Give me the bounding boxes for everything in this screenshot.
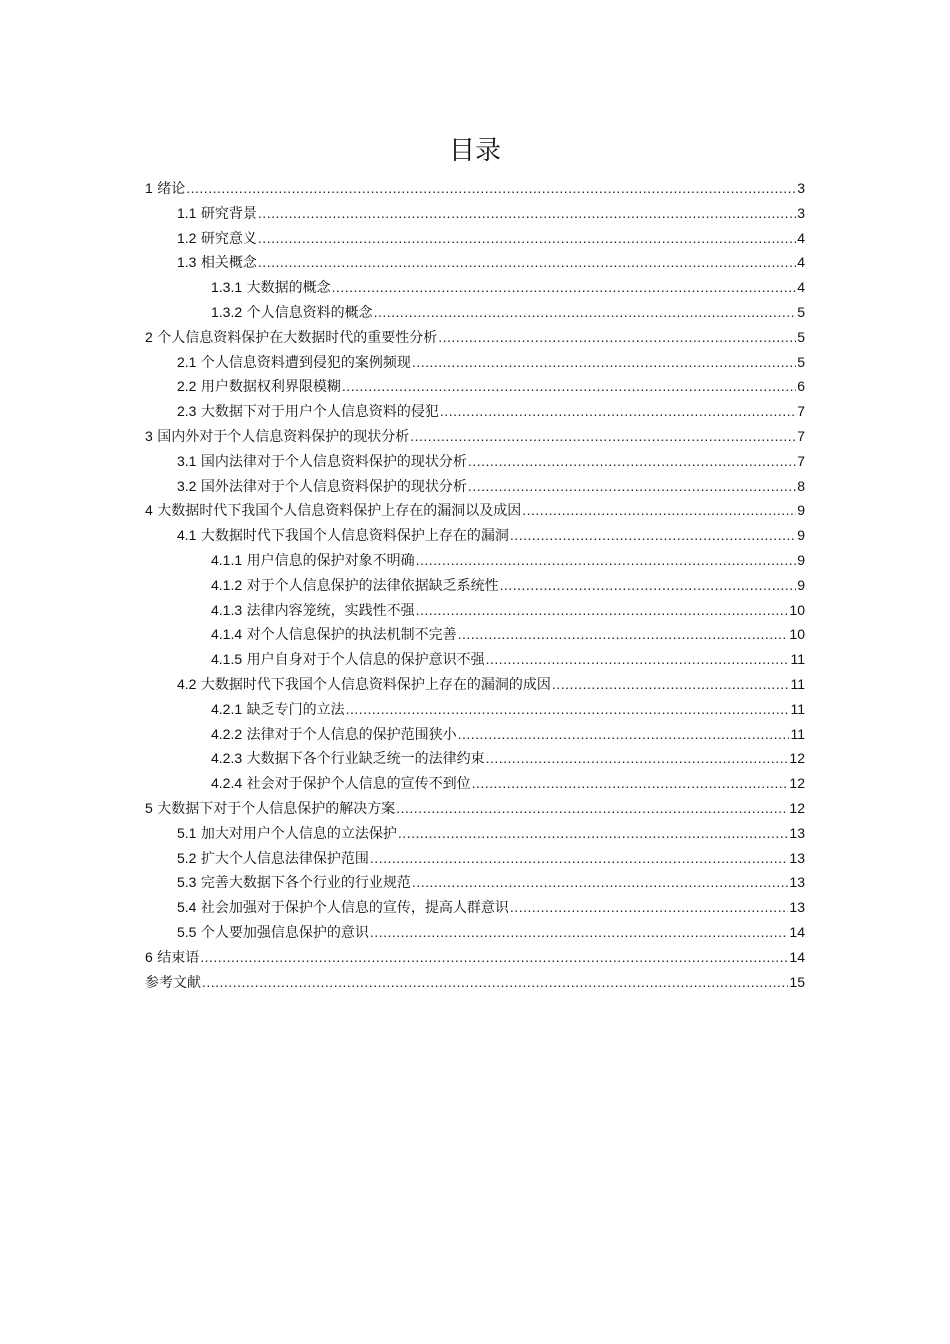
toc-entry-text: 个人信息资料的概念	[246, 305, 373, 321]
toc-entry-label	[211, 697, 345, 722]
toc-entry[interactable]	[177, 449, 805, 473]
toc-page-number: 5	[797, 304, 805, 320]
toc-entry-number: 4.2.4	[211, 775, 243, 792]
toc-entry[interactable]	[211, 746, 805, 770]
toc-entry[interactable]	[211, 722, 805, 746]
toc-entry-text: 绪论	[157, 181, 186, 197]
toc-page-number: 11	[790, 651, 805, 668]
toc-dot-leader	[258, 250, 796, 274]
toc-page-number: 14	[789, 948, 805, 965]
toc-page-number: 7	[797, 452, 805, 469]
toc-dot-leader	[472, 771, 789, 795]
toc-entry-number: 1.2	[177, 229, 197, 246]
toc-entry-number: 4.2	[177, 676, 197, 692]
toc-entry[interactable]	[177, 226, 805, 250]
toc-entry-number: 4.1.1	[211, 552, 243, 568]
toc-page-number: 11	[790, 676, 805, 692]
toc-page-number: 9	[797, 576, 805, 593]
toc-dot-leader	[458, 722, 790, 746]
toc-entry[interactable]	[177, 201, 805, 225]
toc-page-number: 3	[797, 204, 805, 221]
toc-dot-leader	[412, 870, 789, 894]
toc-entry-label	[177, 672, 551, 697]
toc-entry-text: 大数据时代下我国个人信息资料保护上存在的漏洞以及成因	[157, 503, 522, 520]
toc-entry-number: 1.3	[177, 254, 197, 271]
toc-entry-text: 国内法律对于个人信息资料保护的现状分析	[200, 453, 467, 470]
toc-entry-text: 国内外对于个人信息资料保护的现状分析	[157, 429, 410, 445]
toc-entry-text: 法律内容笼统，实践性不强	[246, 602, 415, 619]
toc-page-number: 4	[797, 279, 805, 296]
toc-entry[interactable]	[211, 647, 805, 671]
toc-entry-text: 个人要加强信息保护的意识	[200, 925, 369, 941]
toc-entry-label	[211, 598, 415, 623]
toc-entry[interactable]	[145, 176, 805, 200]
toc-entry-text: 大数据时代下我国个人信息资料保护上存在的漏洞的成因	[200, 677, 551, 693]
toc-entry-text: 个人信息资料遭到侵犯的案例频现	[200, 354, 411, 371]
toc-page-number: 5	[797, 353, 805, 370]
toc-entry-number: 6	[145, 948, 153, 965]
toc-entry-number: 2	[145, 328, 153, 345]
toc-entry-label	[177, 250, 257, 275]
toc-entry[interactable]	[177, 672, 805, 696]
toc-entry-label	[177, 374, 341, 399]
toc-entry-number: 4.1.3	[211, 601, 243, 618]
toc-entry-label	[177, 523, 509, 548]
toc-page-number: 9	[797, 502, 805, 519]
toc-dot-leader	[510, 523, 796, 547]
toc-dot-leader	[438, 325, 796, 349]
toc-entry-label	[177, 920, 369, 945]
toc-page-number: 3	[797, 180, 805, 196]
toc-entry[interactable]	[145, 796, 805, 820]
toc-entry-text: 大数据下对于用户个人信息资料的侵犯	[200, 404, 439, 421]
toc-dot-leader	[416, 598, 789, 622]
toc-dot-leader	[202, 970, 788, 994]
toc-entry-number: 1.3.2	[211, 304, 243, 320]
toc-page-number: 7	[797, 403, 805, 420]
toc-entry-text: 研究背景	[200, 205, 257, 222]
toc-entry-text: 法律对于个人信息的保护范围狭小	[246, 726, 457, 743]
toc-dot-leader	[552, 672, 790, 696]
toc-entry[interactable]	[177, 821, 805, 845]
toc-dot-leader	[468, 474, 796, 498]
toc-entry-number: 4.1.4	[211, 626, 243, 643]
toc-entry-label	[177, 449, 467, 474]
toc-page-number: 4	[797, 229, 805, 246]
toc-entry[interactable]	[211, 622, 805, 646]
toc-dot-leader	[486, 746, 789, 770]
toc-entry-text: 大数据时代下我国个人信息资料保护上存在的漏洞	[200, 528, 509, 545]
toc-entry[interactable]	[177, 250, 805, 274]
toc-page-number: 10	[789, 626, 805, 643]
toc-entry[interactable]	[145, 970, 805, 994]
toc-entry-text: 国外法律对于个人信息资料保护的现状分析	[200, 478, 467, 495]
toc-entry-text: 相关概念	[200, 255, 257, 272]
toc-entry-number: 4.1	[177, 527, 197, 544]
toc-entry-number: 1.3.1	[211, 279, 243, 296]
toc-entry-number: 4.2.1	[211, 700, 243, 717]
toc-page-number: 9	[797, 527, 805, 544]
toc-entry-label	[177, 399, 439, 424]
toc-entry-number: 4.1.2	[211, 576, 243, 593]
toc-dot-leader	[522, 498, 796, 522]
toc-page-number: 15	[789, 973, 805, 990]
toc-entry-text: 用户自身对于个人信息的保护意识不强	[246, 652, 485, 669]
toc-entry[interactable]	[145, 424, 805, 448]
toc-entry-label	[177, 821, 397, 846]
toc-entry-label	[211, 647, 485, 672]
toc-dot-leader	[332, 275, 797, 299]
toc-entry-number: 5.2	[177, 849, 197, 866]
toc-entry[interactable]	[211, 300, 805, 324]
toc-entry-label	[177, 870, 411, 895]
toc-entry-text: 对个人信息保护的执法机制不完善	[246, 627, 457, 644]
toc-page-number: 7	[797, 428, 805, 444]
toc-entry[interactable]	[177, 523, 805, 547]
toc-page-number: 11	[790, 725, 805, 742]
toc-entry-text: 结束语	[157, 949, 200, 966]
toc-page-number: 12	[789, 775, 805, 792]
toc-entry-number: 5.1	[177, 824, 197, 841]
toc-entry-label	[211, 300, 373, 325]
toc-page-number: 13	[789, 874, 805, 891]
toc-entry-number: 4.2.3	[211, 750, 243, 767]
toc-entry-label	[211, 573, 499, 598]
toc-entry-text: 缺乏专门的立法	[246, 701, 345, 718]
toc-entry[interactable]	[211, 771, 805, 795]
toc-entry-number: 5.5	[177, 924, 197, 940]
toc-dot-leader	[486, 647, 790, 671]
toc-dot-leader	[258, 201, 796, 225]
toc-page-number: 10	[789, 601, 805, 618]
toc-entry-number: 2.2	[177, 378, 197, 395]
toc-entry-label	[145, 796, 395, 821]
toc-entry-text: 社会对于保护个人信息的宣传不到位	[246, 776, 471, 793]
toc-entry-number: 5.3	[177, 874, 197, 891]
toc-dot-leader	[458, 622, 789, 646]
toc-entry[interactable]	[177, 895, 805, 919]
toc-entry-number: 3	[145, 428, 153, 444]
toc-dot-leader	[258, 226, 796, 250]
toc-dot-leader	[396, 796, 788, 820]
toc-entry[interactable]	[211, 548, 805, 572]
toc-entry[interactable]	[145, 945, 805, 969]
toc-entry-text: 完善大数据下各个行业的行业规范	[200, 875, 411, 892]
toc-entry-text: 参考文献	[145, 974, 201, 991]
toc-page-number: 9	[797, 552, 805, 568]
toc-entry-number: 3.2	[177, 477, 197, 494]
toc-dot-leader	[346, 697, 790, 721]
toc-entry-number: 2.3	[177, 403, 197, 420]
toc-entry-text: 大数据下各个行业缺乏统一的法律约束	[246, 751, 485, 768]
toc-dot-leader	[342, 374, 796, 398]
toc-entry[interactable]	[177, 920, 805, 944]
toc-entry[interactable]	[211, 573, 805, 597]
toc-page-number: 13	[789, 849, 805, 866]
toc-page-number: 5	[797, 328, 805, 345]
toc-page-number: 11	[790, 700, 805, 717]
toc-entry-text: 大数据下对于个人信息保护的解决方案	[157, 801, 396, 817]
toc-entry[interactable]	[177, 374, 805, 398]
toc-page-number: 12	[789, 800, 805, 816]
toc-entry-text: 个人信息资料保护在大数据时代的重要性分析	[157, 329, 438, 346]
toc-dot-leader	[186, 176, 796, 200]
toc-page-number: 8	[797, 477, 805, 494]
toc-entry[interactable]	[211, 598, 805, 622]
toc-entry-label	[211, 771, 471, 796]
toc-entry-label	[177, 201, 257, 226]
toc-entry-text: 对于个人信息保护的法律依据缺乏系统性	[246, 577, 499, 594]
toc-entry-text: 用户数据权利界限模糊	[200, 379, 341, 396]
toc-entry-number: 5	[145, 800, 153, 816]
toc-entry-label	[211, 275, 331, 300]
toc-entry-text: 用户信息的保护对象不明确	[246, 553, 415, 569]
toc-entry[interactable]	[177, 350, 805, 374]
toc-entry-label	[145, 424, 409, 449]
toc-entry-label	[177, 846, 369, 871]
toc-entry-number: 2.1	[177, 353, 197, 370]
toc-entry-text: 加大对用户个人信息的立法保护	[200, 825, 397, 842]
toc-entry[interactable]	[211, 697, 805, 721]
toc-entry-label	[211, 548, 415, 573]
toc-dot-leader	[200, 945, 788, 969]
toc-entry[interactable]	[177, 474, 805, 498]
toc-entry[interactable]	[145, 498, 805, 522]
toc-entry[interactable]	[177, 846, 805, 870]
toc-entry-label	[177, 474, 467, 499]
toc-title: 目录	[448, 136, 501, 166]
toc-entry-label	[145, 971, 201, 995]
toc-entry-number: 1.1	[177, 204, 197, 221]
toc-entry-number: 5.4	[177, 899, 197, 916]
toc-dot-leader	[398, 821, 789, 845]
toc-dot-leader	[370, 920, 789, 944]
toc-page-number: 12	[789, 750, 805, 767]
toc-dot-leader	[468, 449, 796, 473]
toc-dot-leader	[374, 300, 797, 324]
toc-page-number: 14	[789, 924, 805, 940]
toc-dot-leader	[510, 895, 789, 919]
toc-page-number: 13	[789, 899, 805, 916]
toc-entry-number: 1	[145, 180, 153, 196]
toc-entry[interactable]	[177, 399, 805, 423]
toc-entry-label	[211, 722, 457, 747]
toc-entry-label	[145, 945, 199, 970]
toc-entry-number: 3.1	[177, 452, 197, 469]
toc-entry-label	[177, 895, 509, 920]
toc-entry-text: 大数据的概念	[246, 280, 331, 297]
toc-entry[interactable]	[211, 275, 805, 299]
toc-entry-label	[145, 325, 437, 350]
toc-entry-label	[177, 226, 257, 251]
toc-page-number: 4	[797, 254, 805, 271]
toc-dot-leader	[412, 350, 796, 374]
toc-entry[interactable]	[177, 870, 805, 894]
toc-entry-number: 4.2.2	[211, 725, 243, 742]
toc-entry-number: 4.1.5	[211, 651, 243, 668]
toc-entry[interactable]	[145, 325, 805, 349]
toc-dot-leader	[440, 399, 796, 423]
toc-dot-leader	[500, 573, 797, 597]
toc-page-number: 13	[789, 824, 805, 841]
toc-entry-label	[145, 498, 521, 523]
toc-entry-label	[145, 176, 185, 201]
toc-dot-leader	[410, 424, 796, 448]
toc-entry-text: 社会加强对于保护个人信息的宣传，提高人群意识	[200, 900, 509, 917]
toc-entry-label	[177, 350, 411, 375]
toc-entry-text: 扩大个人信息法律保护范围	[200, 850, 369, 867]
toc-dot-leader	[370, 846, 789, 870]
toc-dot-leader	[416, 548, 797, 572]
toc-entry-number: 4	[145, 502, 153, 519]
toc-entry-label	[211, 622, 457, 647]
toc-entry-text: 研究意义	[200, 230, 257, 247]
toc-entry-label	[211, 746, 485, 771]
toc-page-number: 6	[797, 378, 805, 395]
